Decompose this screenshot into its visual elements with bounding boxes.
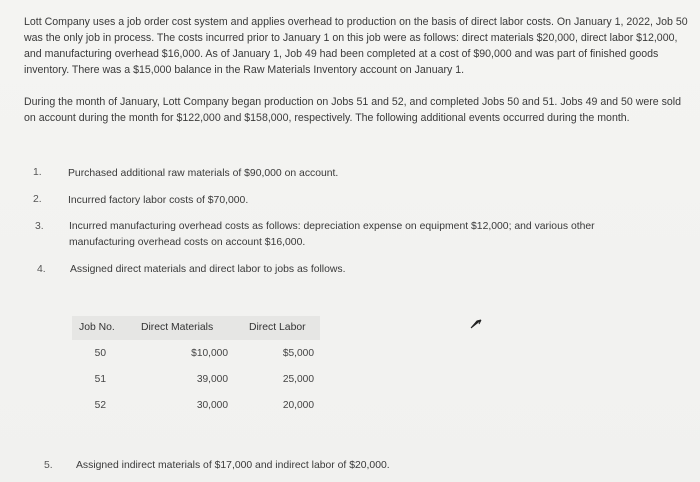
event-number-4: 4.	[37, 264, 46, 275]
event-text-4: Assigned direct materials and direct labor to jobs as follows.	[70, 264, 346, 275]
row-3-job: 52	[94, 400, 106, 411]
row-1-materials: $10,000	[191, 348, 228, 359]
event-text-1: Purchased additional raw materials of $90,000 on account.	[68, 168, 339, 179]
row-3-labor: 20,000	[282, 400, 314, 411]
row-1-labor: $5,000	[282, 348, 314, 359]
header-job-no: Job No.	[79, 322, 115, 333]
event-number-2: 2.	[33, 194, 42, 205]
row-2-job: 51	[94, 374, 106, 385]
event-number-5: 5.	[44, 460, 53, 471]
event-number-3: 3.	[35, 221, 44, 232]
event-number-1: 1.	[33, 167, 42, 178]
event-text-5: Assigned indirect materials of $17,000 and indirect labor of $20,000.	[76, 460, 390, 471]
header-direct-materials: Direct Materials	[141, 322, 214, 333]
mouse-pointer-icon	[470, 319, 482, 329]
header-direct-labor: Direct Labor	[249, 322, 306, 333]
event-text-3-line-2: manufacturing overhead costs on account $16,000.	[69, 237, 306, 248]
intro-paragraph: Lott Company uses a job order cost system and applies overhead to production on the basis of direct labor costs. On January 1, 2022, Job 50 was the only job in process. The costs incurred prior to January 1 on this job were as follows: direct materials $20,000, direct labor $12,000, and manufacturing overhead $16,000. As of January 1, Job 49 had been completed at a cost of $90,000 and was part of finished goods inventory. There was a $15,000 balance in the Raw Materials Inventory account on January 1.	[24, 16, 688, 76]
event-text-2: Incurred factory labor costs of $70,000.	[68, 195, 249, 206]
row-3-materials: 30,000	[196, 400, 228, 411]
event-text-3-line-1: Incurred manufacturing overhead costs as follows: depreciation expense on equipment $12,000; and various other	[69, 221, 595, 232]
row-2-labor: 25,000	[282, 374, 314, 385]
table-header	[72, 316, 320, 340]
january-paragraph: During the month of January, Lott Company began production on Jobs 51 and 52, and completed Jobs 50 and 51. Jobs 49 and 50 were sold on account during the month for $122,000 and $158,000, respectively. The following additional events occurred during the month.	[24, 96, 682, 124]
row-2-materials: 39,000	[196, 374, 228, 385]
row-1-job: 50	[94, 348, 106, 359]
